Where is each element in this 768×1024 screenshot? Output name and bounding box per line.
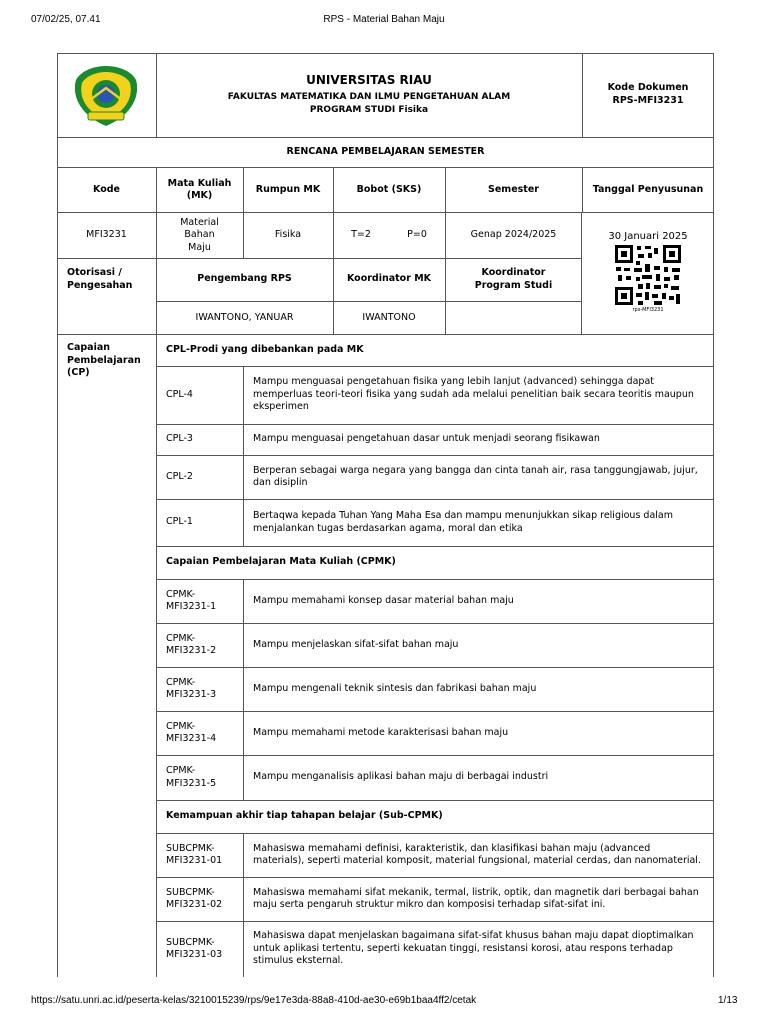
cpmk-code: CPMK-MFI3231-5 bbox=[166, 765, 217, 789]
university-logo bbox=[70, 60, 142, 130]
col-rumpun: Rumpun MK bbox=[255, 183, 321, 195]
subcpmk-code: SUBCPMK-MFI3231-02 bbox=[166, 886, 223, 910]
cpl-header: CPL-Prodi yang dibebankan pada MK bbox=[166, 343, 364, 355]
cpmk-text: Mampu memahami konsep dasar material bahan maju bbox=[253, 594, 514, 606]
print-page-number: 1/13 bbox=[718, 995, 738, 1006]
cp-label: Capaian Pembelajaran (CP) bbox=[67, 342, 141, 378]
cpmk-text: Mampu mengenali teknik sintesis dan fabrikasi bahan maju bbox=[253, 682, 537, 694]
cpl-text: Bertaqwa kepada Tuhan Yang Maha Esa dan mampu menunjukkan sikap religious dalam menjalankan tugas berdasarkan agama, moral dan etika bbox=[253, 510, 673, 534]
value-rumpun: Fisika bbox=[274, 229, 302, 241]
koordinator-label: Koordinator MK bbox=[346, 273, 432, 285]
value-tanggal: 30 Januari 2025 bbox=[608, 230, 688, 242]
print-page-title: RPS - Material Bahan Maju bbox=[323, 14, 445, 25]
cpmk-code: CPMK-MFI3231-4 bbox=[166, 720, 217, 744]
doc-code: RPS-MFI3231 bbox=[612, 95, 684, 107]
print-url: https://satu.unri.ac.id/peserta-kelas/3210015239/rps/9e17e3da-88a8-410d-ae30-e69b1baa4ff2/cetak bbox=[31, 995, 477, 1006]
otorisasi-label: Otorisasi / Pengesahan bbox=[67, 267, 133, 291]
cpmk-text: Mampu menjelaskan sifat-sifat bahan maju bbox=[253, 638, 459, 650]
doc-code-label: Kode Dokumen bbox=[607, 82, 689, 94]
rps-title: RENCANA PEMBELAJARAN SEMESTER bbox=[286, 146, 485, 158]
koordinator-prodi-value bbox=[445, 301, 582, 335]
program-name: PROGRAM STUDI Fisika bbox=[309, 105, 429, 116]
cpl-code: CPL-2 bbox=[166, 470, 193, 482]
col-tanggal: Tanggal Penyusunan bbox=[592, 183, 704, 195]
qr-code bbox=[614, 244, 682, 306]
koordinator-value: IWANTONO bbox=[362, 311, 416, 323]
value-bobot-p: P=0 bbox=[407, 229, 427, 241]
value-kode: MFI3231 bbox=[86, 229, 127, 241]
subcpmk-header: Kemampuan akhir tiap tahapan belajar (Sub-CPMK) bbox=[166, 810, 443, 822]
cpmk-code: CPMK-MFI3231-3 bbox=[166, 676, 217, 700]
cpl-text: Mampu menguasai pengetahuan fisika yang lebih lanjut (advanced) sehingga dapat memperluas teori-teori fisika yang sudah ada melalui penelitian baik secara teoritis maupun eksperimen bbox=[253, 376, 694, 413]
value-semester: Genap 2024/2025 bbox=[470, 229, 557, 241]
col-bobot: Bobot (SKS) bbox=[356, 183, 422, 195]
print-datetime: 07/02/25, 07.41 bbox=[31, 14, 101, 25]
col-mata-kuliah: Mata Kuliah (MK) bbox=[167, 177, 232, 201]
cpl-code: CPL-4 bbox=[166, 388, 193, 400]
pengembang-value: IWANTONO, YANUAR bbox=[195, 311, 294, 323]
faculty-name: FAKULTAS MATEMATIKA DAN ILMU PENGETAHUAN ALAM bbox=[227, 92, 511, 103]
subcpmk-text: Mahasiswa dapat menjelaskan bagaimana sifat-sifat khusus bahan maju dapat dioptimalkan untuk aplikasi tertentu, seperti kekuatan tinggi, resistansi korosi, atau respons terhadap stimulus eksternal. bbox=[253, 930, 694, 967]
value-bobot-t: T=2 bbox=[351, 229, 371, 241]
cpl-text: Berperan sebagai warga negara yang bangga dan cinta tanah air, rasa tanggungjawab, jujur, dan disiplin bbox=[253, 464, 698, 488]
col-semester: Semester bbox=[488, 183, 539, 195]
subcpmk-code: SUBCPMK-MFI3231-01 bbox=[166, 842, 223, 866]
cpmk-text: Mampu memahami metode karakterisasi bahan maju bbox=[253, 726, 509, 738]
cpl-code: CPL-3 bbox=[166, 433, 193, 445]
value-mata-kuliah: Material Bahan Maju bbox=[180, 216, 219, 253]
cpmk-text: Mampu menganalisis aplikasi bahan maju di berbagai industri bbox=[253, 771, 549, 783]
col-kode: Kode bbox=[93, 183, 120, 195]
pengembang-label: Pengembang RPS bbox=[197, 273, 292, 285]
cpl-code: CPL-1 bbox=[166, 516, 193, 528]
cpmk-header: Capaian Pembelajaran Mata Kuliah (CPMK) bbox=[166, 556, 396, 568]
cpl-text: Mampu menguasai pengetahuan dasar untuk menjadi seorang fisikawan bbox=[253, 433, 600, 445]
koordinator-prodi-label: Koordinator Program Studi bbox=[474, 267, 553, 291]
cpmk-code: CPMK-MFI3231-1 bbox=[166, 588, 217, 612]
cpmk-code: CPMK-MFI3231-2 bbox=[166, 632, 217, 656]
university-name: UNIVERSITAS RIAU bbox=[306, 72, 432, 87]
subcpmk-code: SUBCPMK-MFI3231-03 bbox=[166, 936, 223, 960]
subcpmk-text: Mahasiswa memahami definisi, karakteristik, dan klasifikasi bahan maju (advanced materials), seperti material komposit, material fungsional, material cerdas, dan nanomaterial. bbox=[253, 842, 701, 866]
qr-caption: rps-MFI3231 bbox=[632, 307, 664, 313]
subcpmk-text: Mahasiswa memahami sifat mekanik, termal, listrik, optik, dan magnetik dari berbagai bahan maju serta pengaruh struktur mikro dan komposisi terhadap sifat-sifat ini. bbox=[253, 886, 699, 910]
